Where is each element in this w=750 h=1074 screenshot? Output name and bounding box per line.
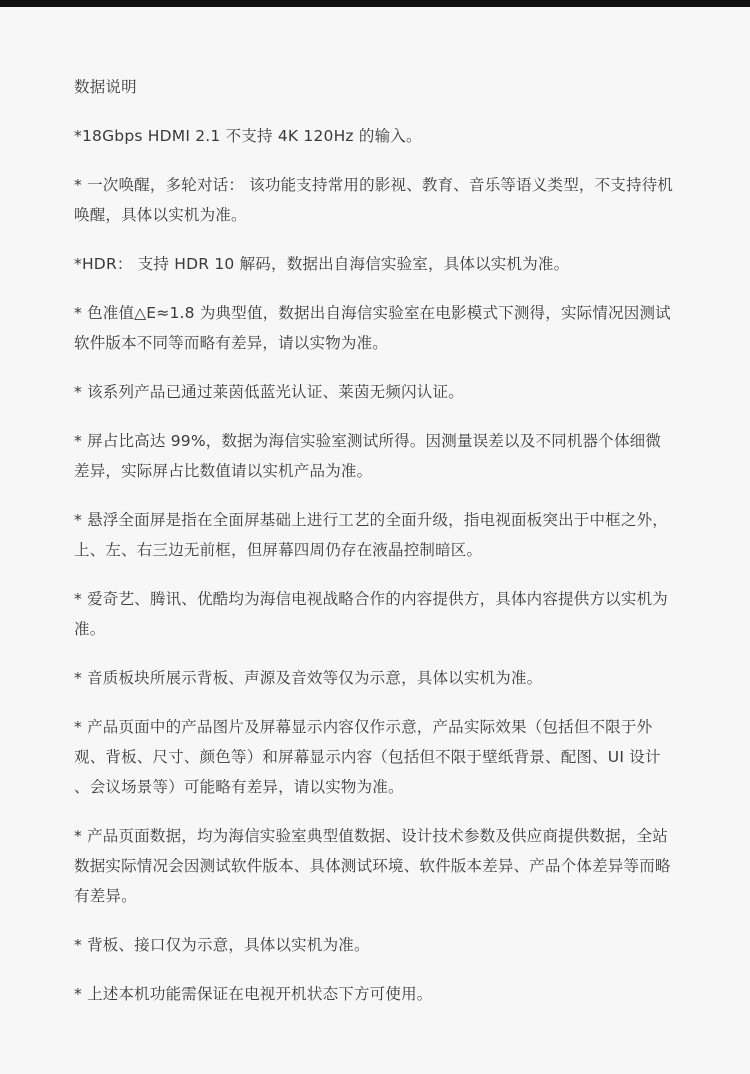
- note-voice-wake: * 一次唤醒，多轮对话： 该功能支持常用的影视、教育、音乐等语义类型，不支持待机唤醒，具体以实机为准。: [74, 176, 674, 224]
- note-hdr: *HDR： 支持 HDR 10 解码，数据出自海信实验室，具体以实机为准。: [74, 255, 570, 273]
- note-product-images: * 产品页面中的产品图片及屏幕显示内容仅作示意，产品实际效果（包括但不限于外观、背板、尺寸、颜色等）和屏幕显示内容（包括但不限于壁纸背景、配图、UI 设计 、会议场景等）可能略有差异，请以实物为准。: [74, 718, 661, 796]
- note-ports: * 背板、接口仅为示意，具体以实机为准。: [74, 936, 370, 954]
- document-content: [74, 72, 674, 1028]
- note-power-state: * 上述本机功能需保证在电视开机状态下方可使用。: [74, 985, 433, 1003]
- note-color-accuracy: * 色准值△E≈1.8 为典型值，数据出自海信实验室在电影模式下测得，实际情况因测试软件版本不同等而略有差异，请以实物为准。: [74, 304, 671, 352]
- document-title: 数据说明: [74, 78, 137, 96]
- note-floating-screen: * 悬浮全面屏是指在全面屏基础上进行工艺的全面升级，指电视面板突出于中框之外，上、左、右三边无前框，但屏幕四周仍存在液晶控制暗区。: [74, 511, 668, 559]
- note-content-partners: * 爱奇艺、腾讯、优酷均为海信电视战略合作的内容提供方，具体内容提供方以实机为准。: [74, 590, 668, 638]
- note-audio-display: * 音质板块所展示背板、声源及音效等仅为示意，具体以实机为准。: [74, 669, 543, 687]
- top-bar: [0, 0, 750, 7]
- note-screen-ratio: * 屏占比高达 99%，数据为海信实验室测试所得。因测量误差以及不同机器个体细微差异，实际屏占比数值请以实机产品为准。: [74, 432, 662, 480]
- note-certification: * 该系列产品已通过莱茵低蓝光认证、莱茵无频闪认证。: [74, 383, 464, 401]
- note-product-data: * 产品页面数据，均为海信实验室典型值数据、设计技术参数及供应商提供数据，全站数据实际情况会因测试软件版本、具体测试环境、软件版本差异、产品个体差异等而略有差异。: [74, 827, 671, 905]
- note-hdmi: *18Gbps HDMI 2.1 不支持 4K 120Hz 的输入。: [74, 127, 422, 145]
